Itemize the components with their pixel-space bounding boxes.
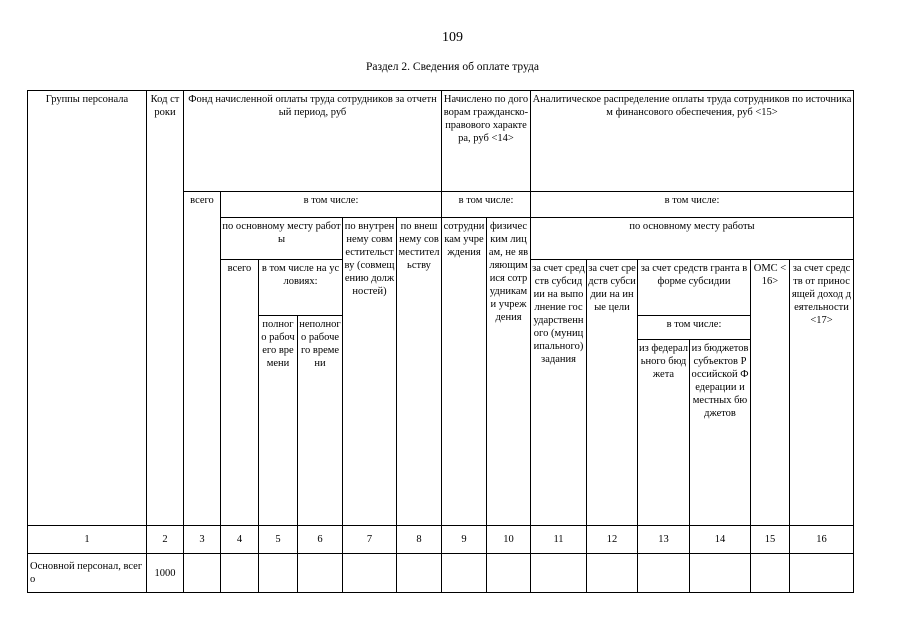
- header-income-activity: за счет средств от приносящей доход деятельности <17>: [790, 260, 854, 526]
- header-part-time: неполного рабочего времени: [298, 316, 343, 526]
- data-cell[interactable]: [751, 554, 790, 593]
- header-civil-contracts: Начислено по договорам гражданско-правового характера, руб <14>: [442, 91, 531, 192]
- column-number: 4: [221, 526, 259, 554]
- header-total: всего: [184, 192, 221, 526]
- header-other-subsidy: за счет средств субсидии на иные цели: [587, 260, 638, 526]
- header-personnel-groups: Группы персонала: [28, 91, 147, 526]
- page-number: 109: [442, 30, 463, 45]
- data-cell[interactable]: [442, 554, 487, 593]
- column-number: 15: [751, 526, 790, 554]
- wage-table: [27, 90, 854, 593]
- column-number: 7: [343, 526, 397, 554]
- header-oms: ОМС <16>: [751, 260, 790, 526]
- header-grant-including: в том числе:: [638, 316, 751, 340]
- header-analytic-distribution: Аналитическое распределение оплаты труда сотрудников по источникам финансового обеспечения, руб <15>: [531, 91, 854, 192]
- header-grant-subsidy: за счет средств гранта в форме субсидии: [638, 260, 751, 316]
- data-cell[interactable]: [531, 554, 587, 593]
- column-number: 8: [397, 526, 442, 554]
- header-regional-budget: из бюджетов субъектов Российской Федерации и местных бюджетов: [690, 340, 751, 526]
- column-number: 13: [638, 526, 690, 554]
- column-number: 3: [184, 526, 221, 554]
- data-cell[interactable]: [790, 554, 854, 593]
- column-number: 16: [790, 526, 854, 554]
- header-main-job: по основному месту работы: [221, 218, 343, 260]
- header-external-combination: по внешнему совместительству: [397, 218, 442, 526]
- data-cell[interactable]: [298, 554, 343, 593]
- header-to-individuals: физическим лицам, не являющимися сотрудниками учреждения: [487, 218, 531, 526]
- data-cell[interactable]: [259, 554, 298, 593]
- row-code: 1000: [147, 554, 184, 593]
- data-cell[interactable]: [397, 554, 442, 593]
- column-number: 2: [147, 526, 184, 554]
- data-cell[interactable]: [184, 554, 221, 593]
- header-full-time: полного рабочего времени: [259, 316, 298, 526]
- header-including-c: в том числе:: [531, 192, 854, 218]
- column-number: 6: [298, 526, 343, 554]
- data-cell[interactable]: [487, 554, 531, 593]
- header-row-code: Код строки: [147, 91, 184, 526]
- section-title: Раздел 2. Сведения об оплате труда: [366, 61, 539, 73]
- column-number: 1: [28, 526, 147, 554]
- row-name: Основной персонал, всего: [28, 554, 147, 593]
- header-main-job-b: по основному месту работы: [531, 218, 854, 260]
- header-state-task-subsidy: за счет средств субсидии на выполнение государственного (муниципального) задания: [531, 260, 587, 526]
- header-conditions: в том числе на условиях:: [259, 260, 343, 316]
- header-federal-budget: из федерального бюджета: [638, 340, 690, 526]
- column-number: 5: [259, 526, 298, 554]
- data-cell[interactable]: [638, 554, 690, 593]
- header-internal-combination: по внутреннему совместительству (совмещению должностей): [343, 218, 397, 526]
- column-number: 11: [531, 526, 587, 554]
- table-row: [28, 554, 854, 593]
- column-number: 10: [487, 526, 531, 554]
- column-number: 14: [690, 526, 751, 554]
- data-cell[interactable]: [221, 554, 259, 593]
- column-number: 12: [587, 526, 638, 554]
- header-to-employees: сотрудникам учреждения: [442, 218, 487, 526]
- data-cell[interactable]: [587, 554, 638, 593]
- header-wage-fund: Фонд начисленной оплаты труда сотрудников за отчетный период, руб: [184, 91, 442, 192]
- data-cell[interactable]: [343, 554, 397, 593]
- column-number: 9: [442, 526, 487, 554]
- header-total-main: всего: [221, 260, 259, 526]
- header-including-b: в том числе:: [442, 192, 531, 218]
- data-cell[interactable]: [690, 554, 751, 593]
- header-including-a: в том числе:: [221, 192, 442, 218]
